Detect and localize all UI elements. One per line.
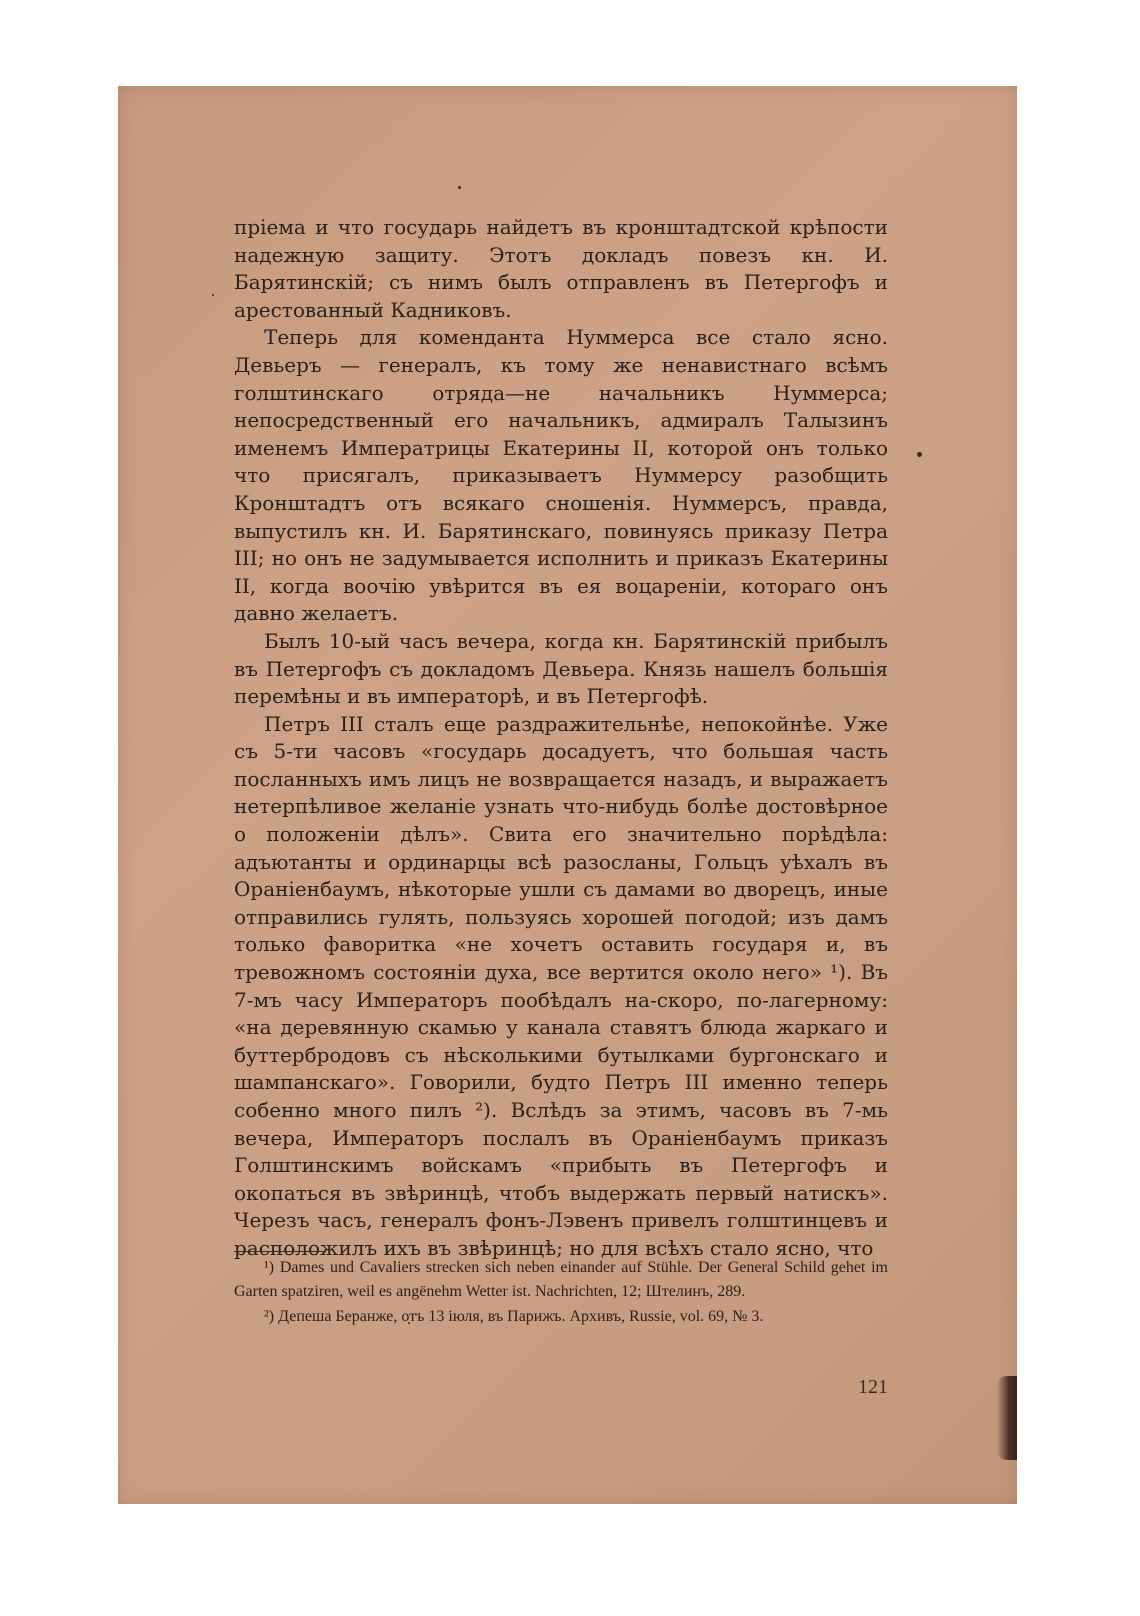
paragraph-3: Былъ 10-ый часъ вечера, когда кн. Барятинскій прибылъ въ Петергофъ съ докладомъ Девьера. Князь нашелъ большія перемѣны и въ императорѣ, и въ Петергофѣ. xyxy=(234,628,888,709)
binding-shadow xyxy=(997,1376,1017,1460)
body-text xyxy=(234,214,888,1263)
footnote-2: ²) Депеша Беранже, отъ 13 іюля, въ Парижъ. Архивъ, Russie, vol. 69, № 3. xyxy=(264,1308,764,1325)
footnotes xyxy=(234,1256,888,1331)
ink-speck xyxy=(458,186,461,189)
scanned-page xyxy=(118,86,1017,1504)
paragraph-1: пріема и что государь найдетъ въ кронштадтской крѣпости надежную защиту. Этотъ докладъ повезъ кн. И. Барятинскій; съ нимъ былъ отправленъ въ Петергофъ и арестованный Кадниковъ. xyxy=(234,215,888,322)
footnote-divider xyxy=(234,1251,326,1252)
paragraph-4: Петръ III сталъ еще раздражительнѣе, непокойнѣе. Уже съ 5-ти часовъ «государь досадуетъ, что большая часть посланныхъ имъ лицъ не возвращается назадъ, и выражаетъ нетерпѣливое желаніе узнать что-нибудь болѣе достовѣрное о положеніи дѣлъ». Свита его значительно порѣдѣла: адъютанты и ординарцы всѣ разосланы, Гольцъ уѣхалъ въ Ораніенбаумъ, нѣкоторые ушли съ дамами во дворецъ, иные отправились гулять, пользуясь хорошей погодой; изъ дамъ только фаворитка «не хочетъ оставить государя и, въ тревожномъ состояніи духа, все вертится около него» ¹). Въ 7-мъ часу Императоръ пообѣдалъ на-скоро, по-лагерному: «на деревянную скамью у канала ставятъ блюда жаркаго и буттербродовъ съ нѣсколькими бутылками бургонскаго и шампанскаго». Говорили, будто Петръ III именно теперь собенно много пилъ ²). Вслѣдъ за этимъ, часовъ въ 7-мь вечера, Императоръ послалъ въ Ораніенбаумъ приказъ Голштинскимъ войскамъ «прибыть въ Петергофъ и окопаться въ звѣринцѣ, чтобъ выдержать первый натискъ». Черезъ часъ, генералъ фонъ-Лэвенъ привелъ голштинцевъ и расположилъ ихъ въ звѣринцѣ; но для всѣхъ стало ясно, что xyxy=(234,711,888,1260)
footnote-1: ¹) Dames und Cavaliers strecken sich neben einander auf Stühle. Der General Schild gehet im Garten spatziren, weil es angënehm Wetter ist. Nachrichten, 12; Штелинъ, 289. xyxy=(234,1259,888,1300)
page-number: 121 xyxy=(858,1376,888,1398)
ink-speck xyxy=(917,452,922,457)
ink-speck xyxy=(212,294,214,296)
paragraph-2: Теперь для коменданта Нуммерса все стало ясно. Девьеръ — генералъ, къ тому же ненавистнаго всѣмъ голштинскаго отряда—не начальникъ Нуммерса; непосредственный его начальникъ, адмиралъ Талызинъ именемъ Императрицы Екатерины II, которой онъ только что присягалъ, приказываетъ Нуммерсу разобщить Кронштадтъ отъ всякаго сношенія. Нуммерсъ, правда, выпустилъ кн. И. Барятинскаго, повинуясь приказу Петра III; но онъ не задумывается исполнить и приказъ Екатерины II, когда воочію увѣрится въ ея воцареніи, котораго онъ давно желаетъ. xyxy=(234,325,888,626)
